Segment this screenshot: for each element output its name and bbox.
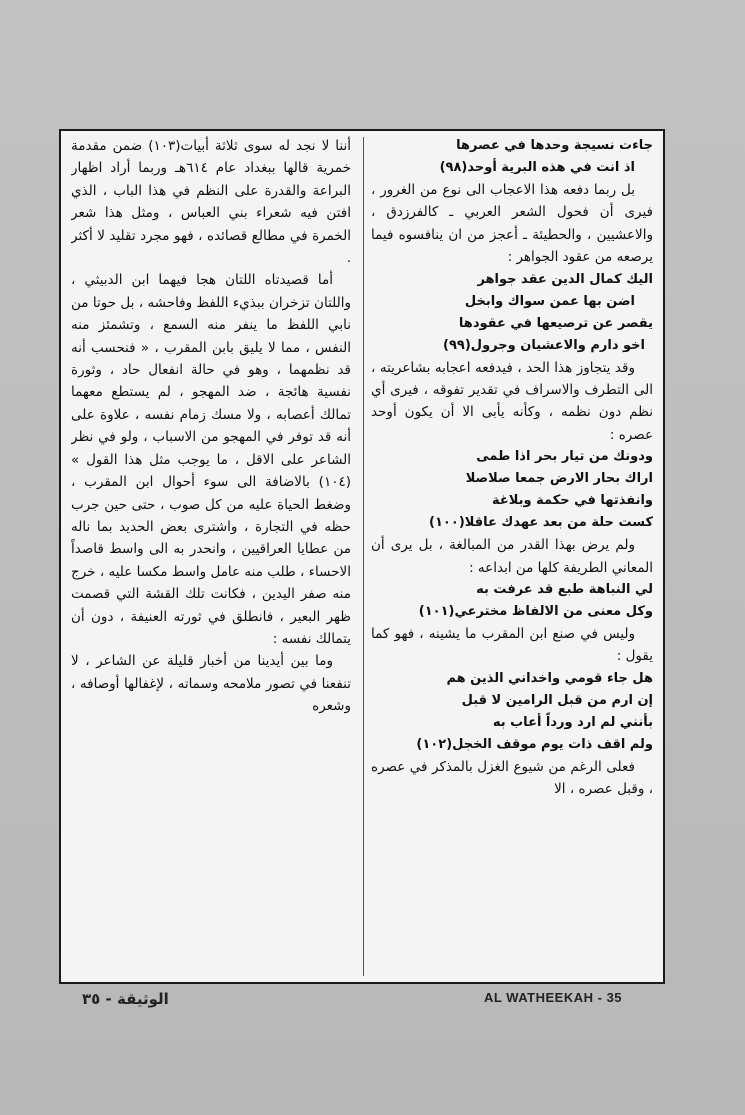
paragraph: فعلى الرغم من شيوع الغزل بالمذكر في عصره ، وقبل عصره ، الا (371, 758, 653, 798)
paragraph: وقد يتجاوز هذا الحد ، فيدفعه اعجابه بشاعريته ، الى التطرف والاسراف في تقدير تفوقه ، فيرى أي نظم دون نظمه ، وكأنه يأبى الا أن يكون أوحد عصره : (371, 359, 653, 443)
paragraph: ولم يرض بهذا القدر من المبالغة ، بل يرى أن المعاني الطريفة كلها من ابداعه : (371, 537, 653, 576)
verse-line: ولم اقف ذات يوم موقف الخجل(١٠٢) (416, 736, 653, 752)
verse-line: بأنني لم ارد ورداً أعاب به (492, 714, 653, 730)
verse-line: هل جاء قومي واخداني الذين هم (446, 670, 653, 686)
paragraph: وليس في صنع ابن المقرب ما يشينه ، فهو كما يقول : (371, 626, 653, 665)
verse-line: جاءت نسيجة وحدها في عصرها (456, 138, 653, 153)
verse-line: اراك بحار الارض جمعا صلاصلا (465, 471, 653, 487)
verse-line: كست حلة من بعد عهدك عاقلا(١٠٠) (429, 515, 653, 531)
paragraph: وما بين أيدينا من أخبار قليلة عن الشاعر ، لا تنفعنا في تصور ملامحه وسماته ، لإغفالها أوصافه ، وشعره (71, 653, 351, 715)
verse-line: وكل معنى من الالفاظ مخترعي(١٠١) (418, 604, 653, 620)
column-divider (363, 137, 364, 976)
verse-line: اليك كمال الدين عقد جواهر (477, 271, 653, 287)
verse-line: وانفذتها في حكمة وبلاغة (492, 493, 653, 509)
verse-line: إن ارم من قبل الرامين لا قبل (461, 692, 653, 708)
verse-line: اذ انت في هذه البرية أوحد(٩٨) (439, 160, 635, 175)
footer-arabic: الوثيقة - ٣٥ (82, 990, 169, 1008)
paragraph: أننا لا نجد له سوى ثلاثة أبيات(١٠٣) ضمن مقدمة خمرية قالها ببغداد عام ٦١٤هـ وربما أراد اظهار البراعة والقدرة على النظم في هذا الباب ، الذي افتن فيه شعراء بني العباس ، ومثل هذا شعر الخمرة في مطالع قصائده ، فهو مجرد تقليد لا أكثر . (71, 138, 351, 267)
left-column (71, 135, 351, 978)
verse-line: ودونك من تيار بحر اذا طمى (476, 449, 653, 465)
paragraph: بل ربما دفعه هذا الاعجاب الى نوع من الغرور ، فيرى أن فحول الشعر العربي ـ كالفرزدق ، والاعشيين ، والحطيئة ـ أعجز من ان ينافسوه فيما يرصعه من عقود الجواهر : (371, 182, 653, 266)
footer-english: AL WATHEEKAH - 35 (484, 990, 623, 1005)
paragraph: أما قصيدتاه اللتان هجا فيهما ابن الدبيثي ، واللتان تزخران ببذيء اللفظ وفاحشه ، بل حوتا من نابي اللفظ ما ينفر منه السمع ، وتشمئز منه النفس ، مما لا يليق بابن المقرب ، « فنحسب أنه قد نظمهما ، وهو في حالة انفعال حاد ، وثورة نفسية هائجة ، ضد المهجو ، لم يستطع معهما تمالك أعصابه ، ولا مسك زمام نفسه ، علاوة على أنه قد توفر في المهجو من الاسباب ، ولو في نظر الشاعر على الاقل ، ما يوجب مثل هذا القول » (١٠٤) بالاضافة الى سوء أحوال ابن المقرب ، وضغط الحياة عليه من كل صوب ، حتى حين جرب حظه في التجارة ، واشترى بعض الحديد بما ناله من عطايا العراقيين ، وانحدر به الى واسط قاصداً الاحساء ، طلب منه عامل واسط مكسا عليه ، خرج منه صفر اليدين ، فكانت تلك القشة التي قصمت ظهر البعير ، فانطلق في ثورته العنيفة ، دون أن يتمالك نفسه : (71, 272, 351, 647)
right-column (371, 135, 653, 978)
verse-line: اخو دارم والاعشيان وجرول(٩٩) (443, 337, 645, 353)
verse-line: اضن بها عمن سواك وابخل (464, 293, 635, 309)
verse-line: يقصر عن ترصيعها في عقودها (458, 315, 653, 331)
verse-line: لي النباهة طبع قد عرفت به (476, 582, 653, 598)
text-frame (59, 129, 665, 984)
